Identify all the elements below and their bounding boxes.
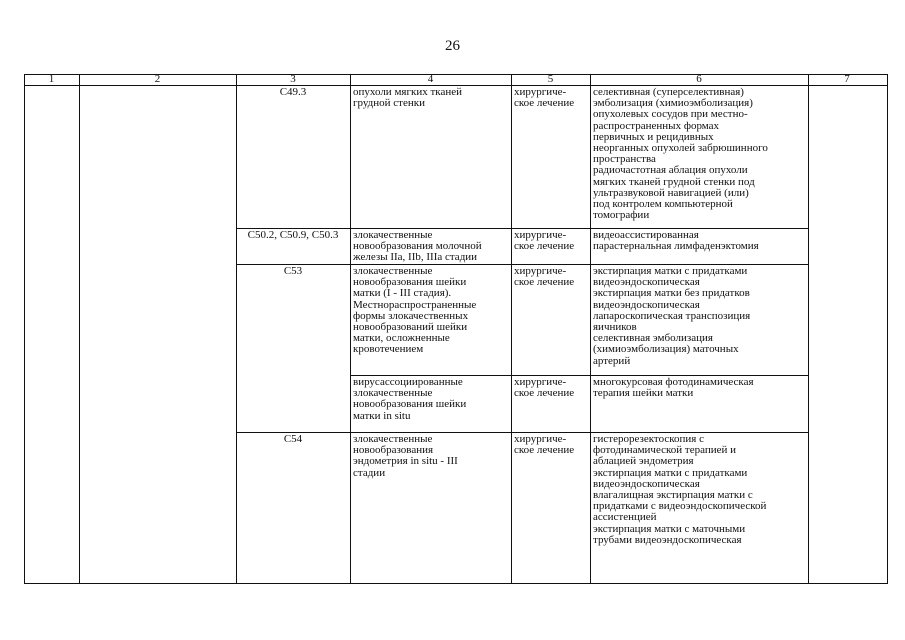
treatment-method: многокурсовая фотодинамическая терапия шейки матки [593,377,754,400]
column-divider [350,74,351,583]
treatment-type: хирургиче- ское лечение [514,266,575,289]
page-number: 26 [445,38,460,54]
icd-code: C49.3 [279,87,307,98]
row-divider [236,264,808,265]
row-divider [236,228,808,229]
treatment-method: селективная (суперселективная) эмболизация (химиоэмболизация) опухолевых сосудов при местно- распространенных формах первичных и рецидивных неорганных опухолей забрюшинного пространства радиочастотная аблация опухоли мягких тканей грудной стенки под ультразвуковой навигацией (или) под контролем компьютерной томографии [593,87,768,222]
column-divider [590,74,591,583]
column-divider [236,74,237,583]
icd-code: C50.2, C50.9, C50.3 [247,230,339,241]
column-header-6: 6 [696,73,702,85]
disease-description: злокачественные новообразования молочной железы IIa, IIb, IIIa стадии [353,230,482,264]
medical-procedures-table [24,74,887,583]
column-header-4: 4 [427,73,434,85]
treatment-method: видеоассистированная парастернальная лимфаденэктомия [593,230,759,253]
header-divider [24,85,887,86]
column-header-7: 7 [844,73,850,85]
column-divider [511,74,512,583]
treatment-type: хирургиче- ское лечение [514,230,575,253]
disease-description: опухоли мягких тканей грудной стенки [353,87,462,110]
column-header-2: 2 [154,73,161,85]
column-divider [808,74,809,583]
disease-description: вирусассоциированные злокачественные новообразования шейки матки in situ [353,377,467,422]
icd-code: C53 [283,266,303,277]
icd-code: C54 [283,434,303,445]
column-divider [79,74,80,583]
treatment-method: экстирпация матки с придатками видеоэндоскопическая экстирпация матки без придатков видеоэндоскопическая лапароскопическая транспозиция яичников селективная эмболизация (химиоэмболизация) маточных артерий [593,266,751,367]
column-header-1: 1 [48,73,55,85]
treatment-type: хирургиче- ское лечение [514,434,575,457]
row-divider [236,432,808,433]
column-header-3: 3 [290,73,296,85]
disease-description: злокачественные новообразования эндометрия in situ - III стадии [353,434,458,479]
treatment-method: гистерорезектоскопия с фотодинамической терапией и аблацией эндометрия экстирпация матки с придатками видеоэндоскопическая влагалищная экстирпация матки с придатками с видеоэндоскопической ассистенцией экстирпация матки с маточными трубами видеоэндоскопическая [593,434,767,546]
disease-description: злокачественные новообразования шейки матки (I - III стадия). Местнораспространенные формы злокачественных новообразований шейки матки, осложненные кровотечением [353,266,477,356]
column-header-5: 5 [547,73,554,85]
row-divider [350,375,808,376]
treatment-type: хирургиче- ское лечение [514,377,575,400]
treatment-type: хирургиче- ское лечение [514,87,575,110]
